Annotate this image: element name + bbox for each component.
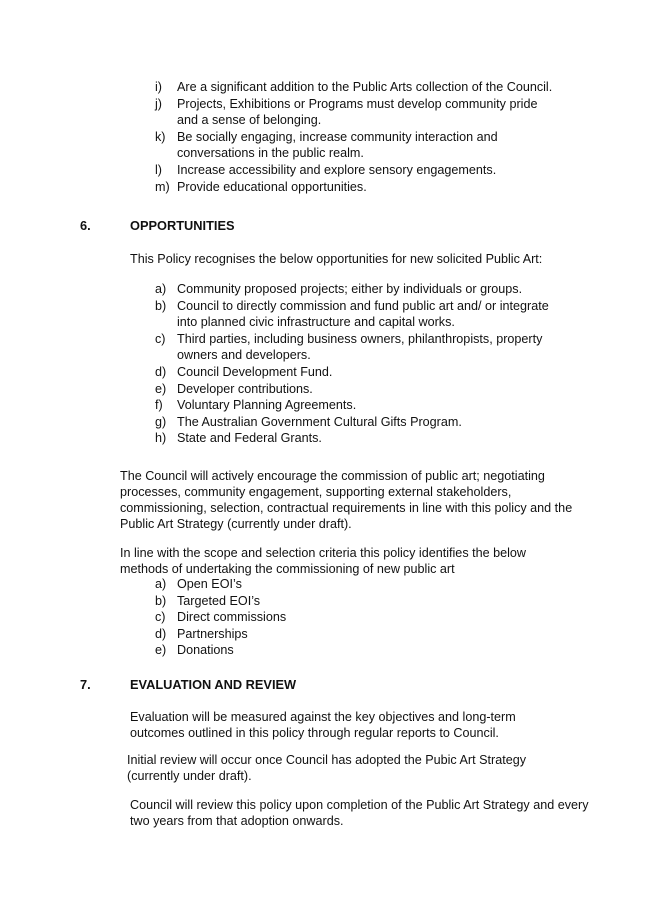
- list-item-text: Third parties, including business owners, philanthropists, property owners and developers.: [177, 331, 543, 363]
- list-marker: k): [155, 129, 166, 144]
- list-item-text: Be socially engaging, increase community interaction and conversations in the public realm.: [177, 129, 498, 161]
- list-marker: m): [155, 179, 170, 194]
- list-marker: f): [155, 398, 163, 413]
- list-marker: a): [155, 577, 167, 591]
- body-paragraph: The Council will actively encourage the commission of public art; negotiating processes, community engagement, supporting external stakeholders, commissioning, selection, contractual requirements in line with this policy and the Public Art Strategy (currently under draft).: [120, 469, 573, 531]
- section-title: EVALUATION AND REVIEW: [130, 677, 297, 692]
- body-paragraph: Initial review will occur once Council has adopted the Pubic Art Strategy (currently under draft).: [127, 753, 527, 783]
- list-item-text: Provide educational opportunities.: [177, 179, 367, 194]
- list-item: [155, 593, 455, 610]
- list-item-text: Voluntary Planning Agreements.: [177, 398, 357, 413]
- list-item: [155, 397, 575, 414]
- list-marker: g): [155, 414, 167, 429]
- opportunities-list: [155, 281, 575, 447]
- list-item: [155, 129, 575, 162]
- list-marker: i): [155, 80, 162, 94]
- list-item: [155, 364, 575, 381]
- list-item-text: The Australian Government Cultural Gifts Program.: [177, 414, 462, 429]
- list-item-text: Council Development Fund.: [177, 364, 333, 379]
- list-item-text: Targeted EOI’s: [177, 593, 261, 608]
- criteria-list: [155, 79, 575, 195]
- list-item: [155, 609, 455, 626]
- list-item-text: Open EOI’s: [177, 577, 242, 591]
- list-marker: h): [155, 431, 167, 446]
- section-intro: This Policy recognises the below opportunities for new solicited Public Art:: [130, 252, 543, 266]
- section-title: OPPORTUNITIES: [130, 218, 235, 233]
- list-item-text: Council to directly commission and fund public art and/ or integrate into planned civic infrastructure and capital works.: [177, 298, 549, 330]
- list-item: [155, 281, 575, 298]
- list-marker: a): [155, 282, 167, 296]
- list-item-text: Projects, Exhibitions or Programs must develop community pride and a sense of belonging.: [177, 96, 538, 128]
- methods-list: [155, 576, 455, 659]
- list-marker: e): [155, 381, 167, 396]
- list-item: [155, 162, 575, 179]
- list-marker: c): [155, 610, 166, 625]
- list-marker: d): [155, 626, 167, 641]
- list-item: [155, 79, 575, 96]
- list-item: [155, 331, 575, 364]
- list-item: [155, 414, 575, 431]
- list-marker: b): [155, 593, 167, 608]
- list-item: [155, 642, 455, 659]
- list-item: [155, 430, 575, 447]
- list-item-text: Community proposed projects; either by individuals or groups.: [177, 282, 523, 296]
- list-item: [155, 381, 575, 398]
- list-item-text: Direct commissions: [177, 610, 287, 625]
- list-item: [155, 179, 575, 196]
- section-number: 7.: [80, 677, 91, 692]
- list-item-text: State and Federal Grants.: [177, 431, 322, 446]
- list-marker: b): [155, 298, 167, 313]
- list-item-text: Donations: [177, 643, 234, 658]
- list-item-text: Are a significant addition to the Public Arts collection of the Council.: [177, 80, 553, 94]
- body-paragraph: In line with the scope and selection criteria this policy identifies the below methods of undertaking the commissioning of new public art: [120, 546, 527, 576]
- list-item: [155, 626, 455, 643]
- list-item-text: Increase accessibility and explore sensory engagements.: [177, 162, 497, 177]
- section-number: 6.: [80, 218, 91, 233]
- list-marker: c): [155, 331, 166, 346]
- list-marker: e): [155, 643, 167, 658]
- body-paragraph: Evaluation will be measured against the key objectives and long-term outcomes outlined in this policy through regular reports to Council.: [130, 710, 516, 740]
- list-item: [155, 576, 455, 593]
- list-item: [155, 96, 575, 129]
- list-item-text: Developer contributions.: [177, 381, 313, 396]
- list-marker: j): [155, 96, 162, 111]
- list-item-text: Partnerships: [177, 626, 248, 641]
- body-paragraph: Council will review this policy upon completion of the Public Art Strategy and every two years from that adoption onwards.: [130, 798, 589, 828]
- list-marker: d): [155, 364, 167, 379]
- list-item: [155, 298, 575, 331]
- list-marker: l): [155, 162, 162, 177]
